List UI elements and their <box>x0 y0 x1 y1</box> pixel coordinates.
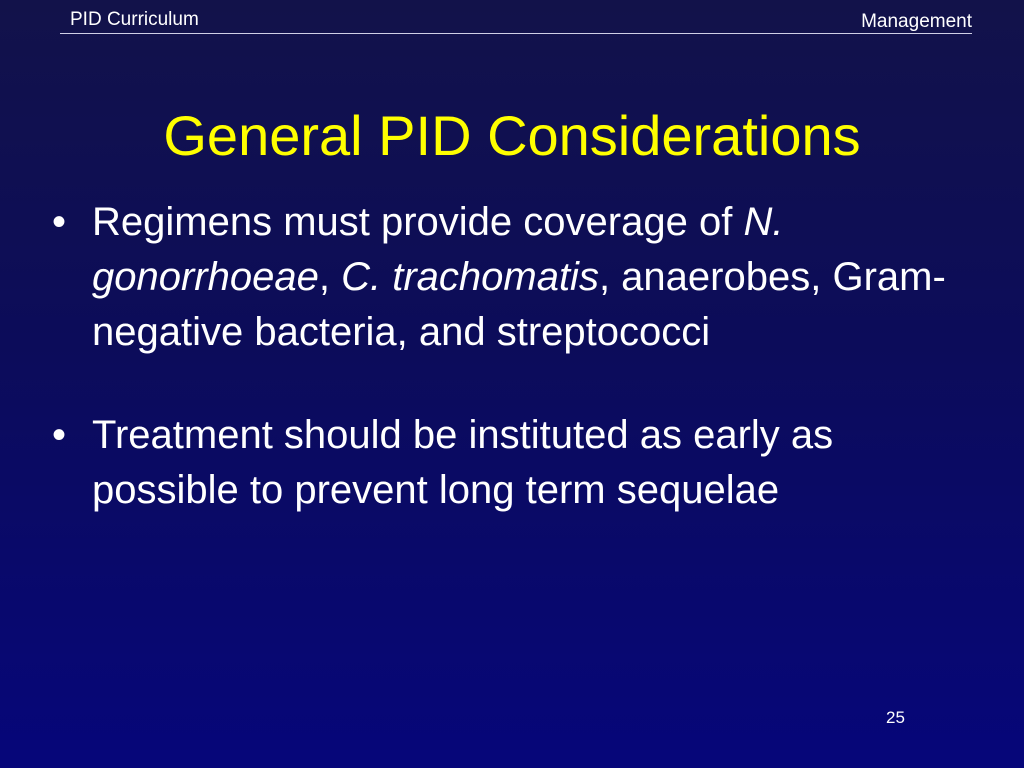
bullet-item-1 <box>52 195 952 360</box>
bullet-text-segment: , <box>318 255 342 299</box>
header-divider <box>60 33 972 34</box>
organism-name-italic: C. trachomatis <box>341 255 599 299</box>
organism-name-italic: N. gonorrhoeae <box>92 200 784 299</box>
bullet-symbol: • <box>52 413 67 457</box>
bullet-text-1 <box>92 195 952 360</box>
header-left-label: PID Curriculum <box>70 9 199 30</box>
header-right-label: Management <box>861 11 972 32</box>
slide-title: General PID Considerations <box>163 104 861 167</box>
bullet-text-segment: , anaerobes, Gram-negative bacteria, and streptococci <box>92 255 946 354</box>
bullet-text-segment: Regimens must provide coverage of <box>92 200 744 244</box>
bullet-item-2 <box>52 408 952 518</box>
page-number: 25 <box>886 708 905 727</box>
bullet-text-2: Treatment should be instituted as early as possible to prevent long term sequelae <box>92 413 834 512</box>
bullet-symbol: • <box>52 200 67 244</box>
